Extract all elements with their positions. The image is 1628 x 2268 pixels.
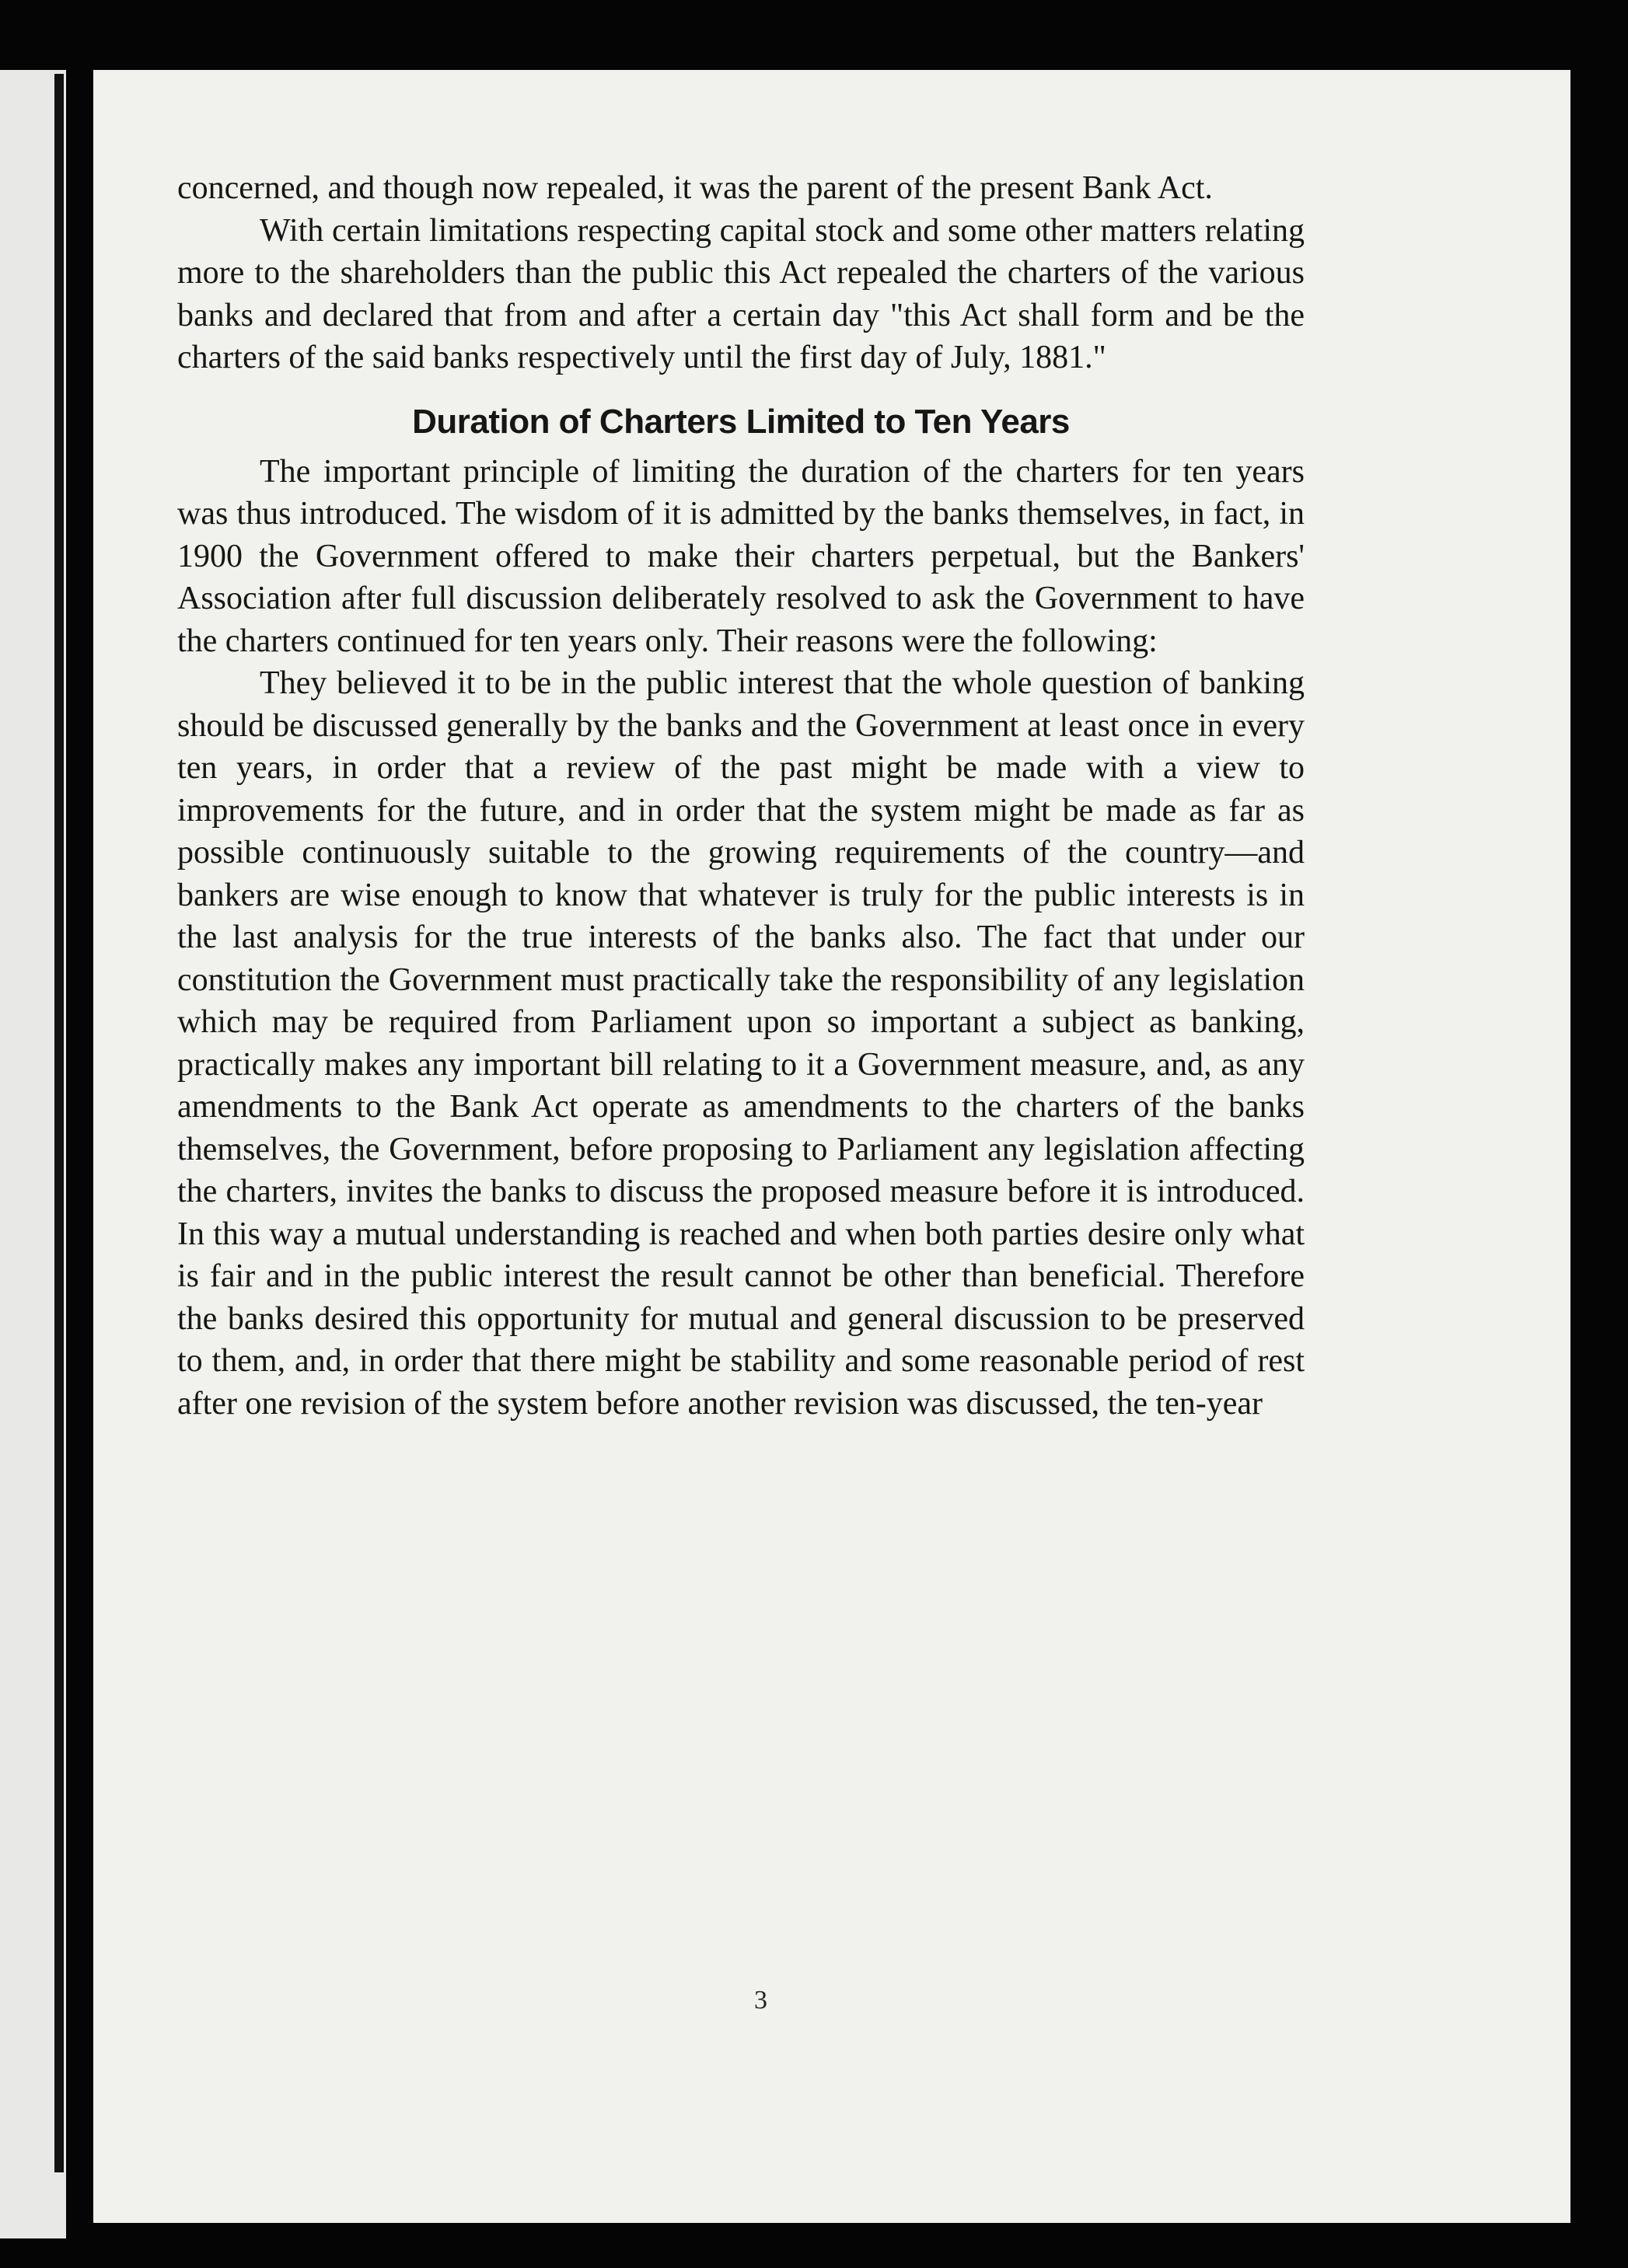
page-number: 3 [754, 1986, 767, 2015]
paragraph-2: With certain limitations respecting capital stock and some other matters relating more to the shareholders than the public this Act repealed the charters of the various banks and declared that from and after a certain day "this Act shall form and be the charters of the said banks respectively until the first day of July, 1881." [177, 212, 1305, 375]
section-heading: Duration of Charters Limited to Ten Years [412, 402, 1070, 441]
paragraph-4: They believed it to be in the public interest that the whole question of banking should be discussed generally by the banks and the Government at least once in every ten years, in order that a review of the past might be made with a view to improvements for the future, and in order that the system might be made as far as possible continuously suitable to the growing requirements of the country—and bankers are wise enough to know that whatever is truly for the public interests is in the last analysis for the true interests of the banks also. The fact that under our constitution the Government must practically take the responsibility of any legislation which may be required from Parliament upon so important a subject as banking, practically makes any important bill relating to it a Government measure, and, as any amendments to the Bank Act operate as amendments to the charters of the banks themselves, the Government, before proposing to Parliament any legislation affecting the charters, invites the banks to discuss the proposed measure before it is introduced. In this way a mutual understanding is reached and when both parties desire only what is fair and in the public interest the result cannot be other than beneficial. Therefore the banks desired this opportunity for mutual and general discussion to be preserved to them, and, in order that there might be stability and some reasonable period of rest after one revision of the system before another revision was discussed, the ten-year [177, 665, 1305, 1422]
binding-line [54, 74, 64, 2172]
page-text [177, 167, 1305, 1425]
paragraph-3: The important principle of limiting the duration of the charters for ten years was thus introduced. The wisdom of it is admitted by the banks themselves, in fact, in 1900 the Government offered to make their charters perpetual, but the Bankers' Association after full discussion deliberately resolved to ask the Government to have the charters continued for ten years only. Their reasons were the following: [177, 453, 1305, 659]
paragraph-1: concerned, and though now repealed, it was the parent of the present Bank Act. [177, 170, 1213, 206]
